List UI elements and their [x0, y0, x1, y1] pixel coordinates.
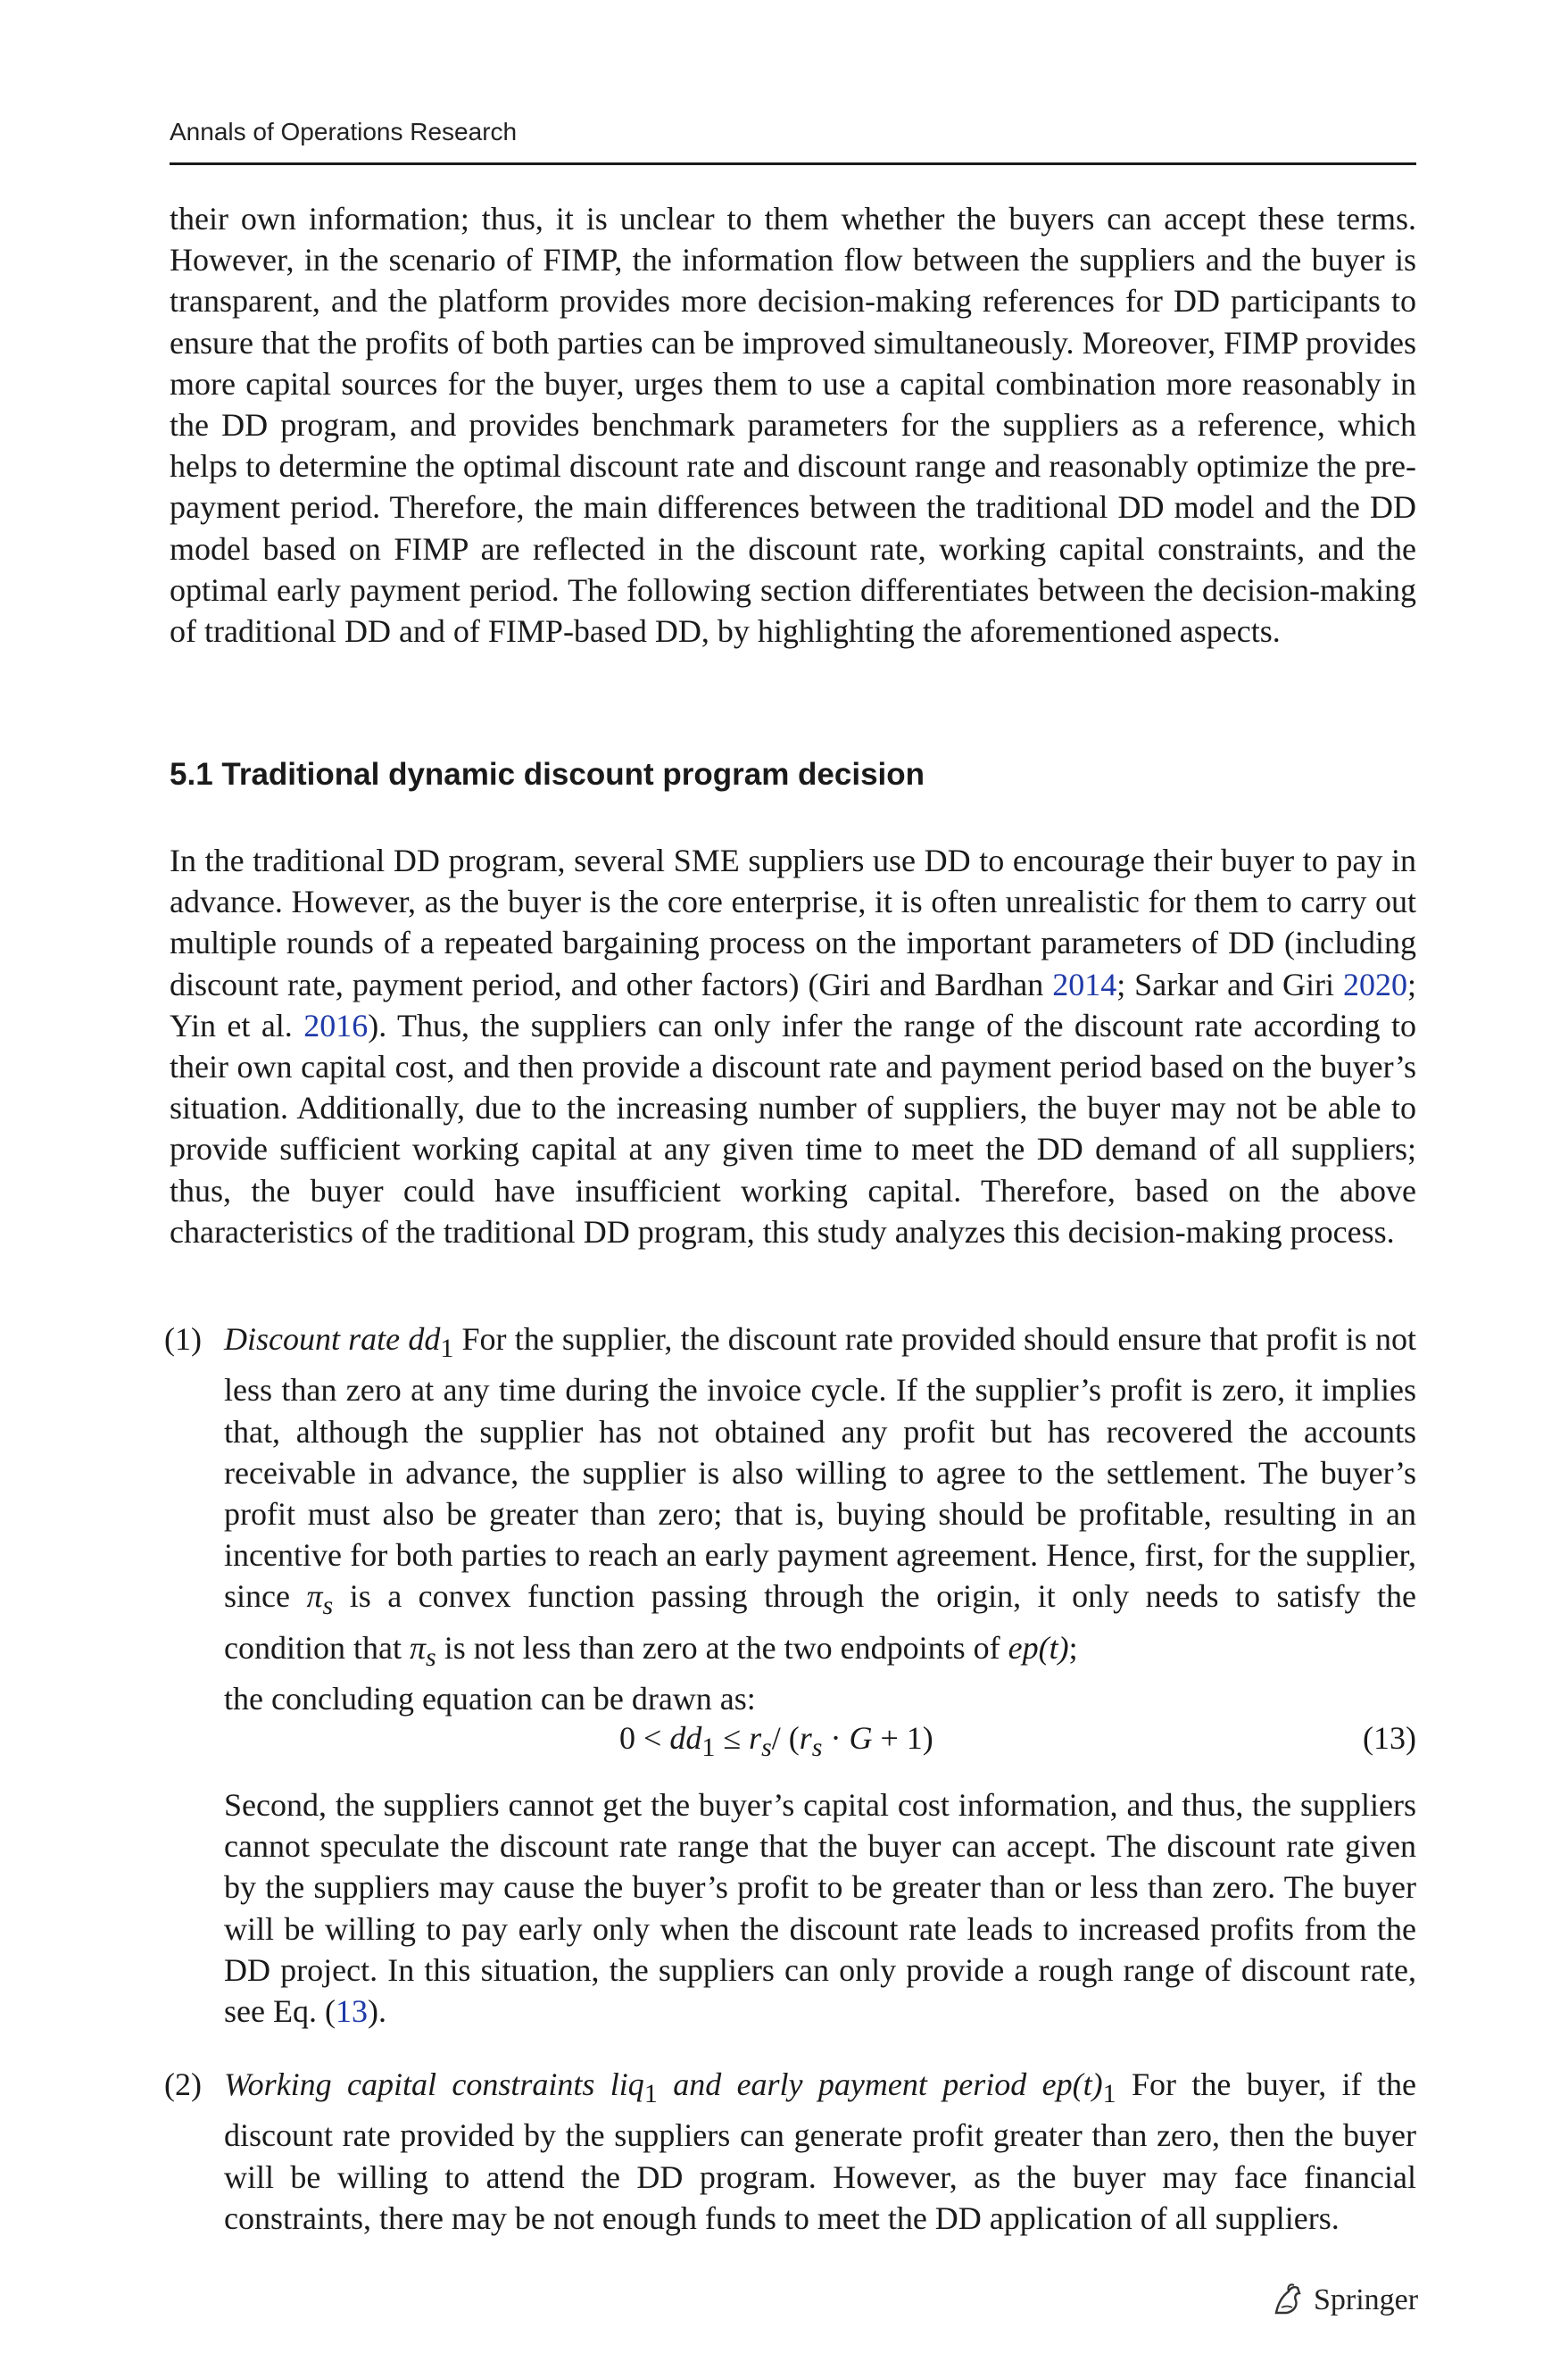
- citation-link[interactable]: 2020: [1342, 966, 1407, 1002]
- springer-horse-icon: [1269, 2281, 1308, 2320]
- equation-ref-link[interactable]: 13: [335, 1993, 368, 2030]
- section-title: 5.1 Traditional dynamic discount program decision: [170, 757, 925, 792]
- item-number: (1): [164, 1321, 202, 1357]
- citation-link[interactable]: 2016: [303, 1007, 369, 1043]
- citation-link[interactable]: 2014: [1052, 966, 1117, 1002]
- intro-paragraph: their own information; thus, it is unclear to them whether the buyers can accept these terms. However, in the scenario of FIMP, the information flow between the suppliers and the buyer is transparent, and the platform provides more decision-making references for DD participants to ensure that the profits of both parties can be improved simultaneously. Moreover, FIMP provides more capital sources for the buyer, urges them to use a capital combination more reasonably in the DD program, and provides benchmark parameters for the suppliers as a reference, which helps to determine the optimal discount rate and discount range and reasonably optimize the pre-payment period. Therefore, the main differences between the traditional DD model and the DD model based on FIMP are reflected in the discount rate, working capital constraints, and the optimal early payment period. The following section differentiates between the decision-making of traditional DD and of FIMP-based DD, by highlighting the aforementioned aspects.: [170, 201, 1416, 650]
- header-rule: [170, 162, 1416, 165]
- equation-number: (13): [1363, 1720, 1416, 1756]
- item-discount-rate-continued: Second, the suppliers cannot get the buyer’s capital cost information, and thus, the suppliers cannot speculate the discount rate range that the buyer can accept. The discount rate given by the suppliers may cause the buyer’s profit to be greater than or less than zero. The buyer will be willing to pay early only when the discount rate leads to increased profits from the DD project. In this situation, the suppliers can only provide a rough range of discount rate, see Eq. (13).: [224, 1787, 1416, 2030]
- publisher-footer: [1269, 2281, 1418, 2320]
- item-number: (2): [164, 2066, 202, 2102]
- item-working-capital: Working capital constraints liq$_1$ and early payment period $ep(t)_1$ For the buyer, if the discount rate provided by the suppliers can generate profit greater than zero, then the buyer will be willing to attend the DD program. However, as the buyer may face financial constraints, there may be not enough funds to meet the DD application of all suppliers.: [224, 2066, 1416, 2236]
- journal-header: Annals of Operations Research: [170, 118, 518, 146]
- item-discount-rate: Discount rate $dd_1$ For the supplier, the discount rate provided should ensure that profit is not less than zero at any time during the invoice cycle. If the supplier’s profit is zero, it implies that, although the supplier has not obtained any profit but has recovered the accounts receivable in advance, the supplier is also willing to agree to the settlement. The buyer’s profit must also be greater than zero; that is, buying should be profitable, resulting in an incentive for both parties to reach an early payment agreement. Hence, first, for the supplier, since $\pi_s$ is a convex function passing through the origin, it only needs to satisfy the condition that $\pi_s$ is not less than zero at the two endpoints of ep(t); the concluding equation can be drawn as:: [224, 1321, 1417, 1717]
- equation-body: $0 < dd_1 \le r_s/$ $(r_s \cdot G + 1)$: [619, 1720, 933, 1763]
- section-paragraph: In the traditional DD program, several SME suppliers use DD to encourage their buyer to pay in advance. However, as the buyer is the core enterprise, it is often unrealistic for them to carry out multiple rounds of a repeated bargaining process on the important parameters of DD (including discount rate, payment period, and other factors) (Giri and Bardhan 2014; Sarkar and Giri 2020; Yin et al. 2016). Thus, the suppliers can only infer the range of the discount rate according to their own capital cost, and then provide a discount rate and payment period based on the buyer’s situation. Additionally, due to the increasing number of suppliers, the buyer may not be able to provide sufficient working capital at any given time to meet the DD demand of all suppliers; thus, the buyer could have insufficient working capital. Therefore, based on the above characteristics of the traditional DD program, this study analyzes this decision-making process.: [170, 843, 1416, 1250]
- publisher-name: Springer: [1314, 2283, 1419, 2316]
